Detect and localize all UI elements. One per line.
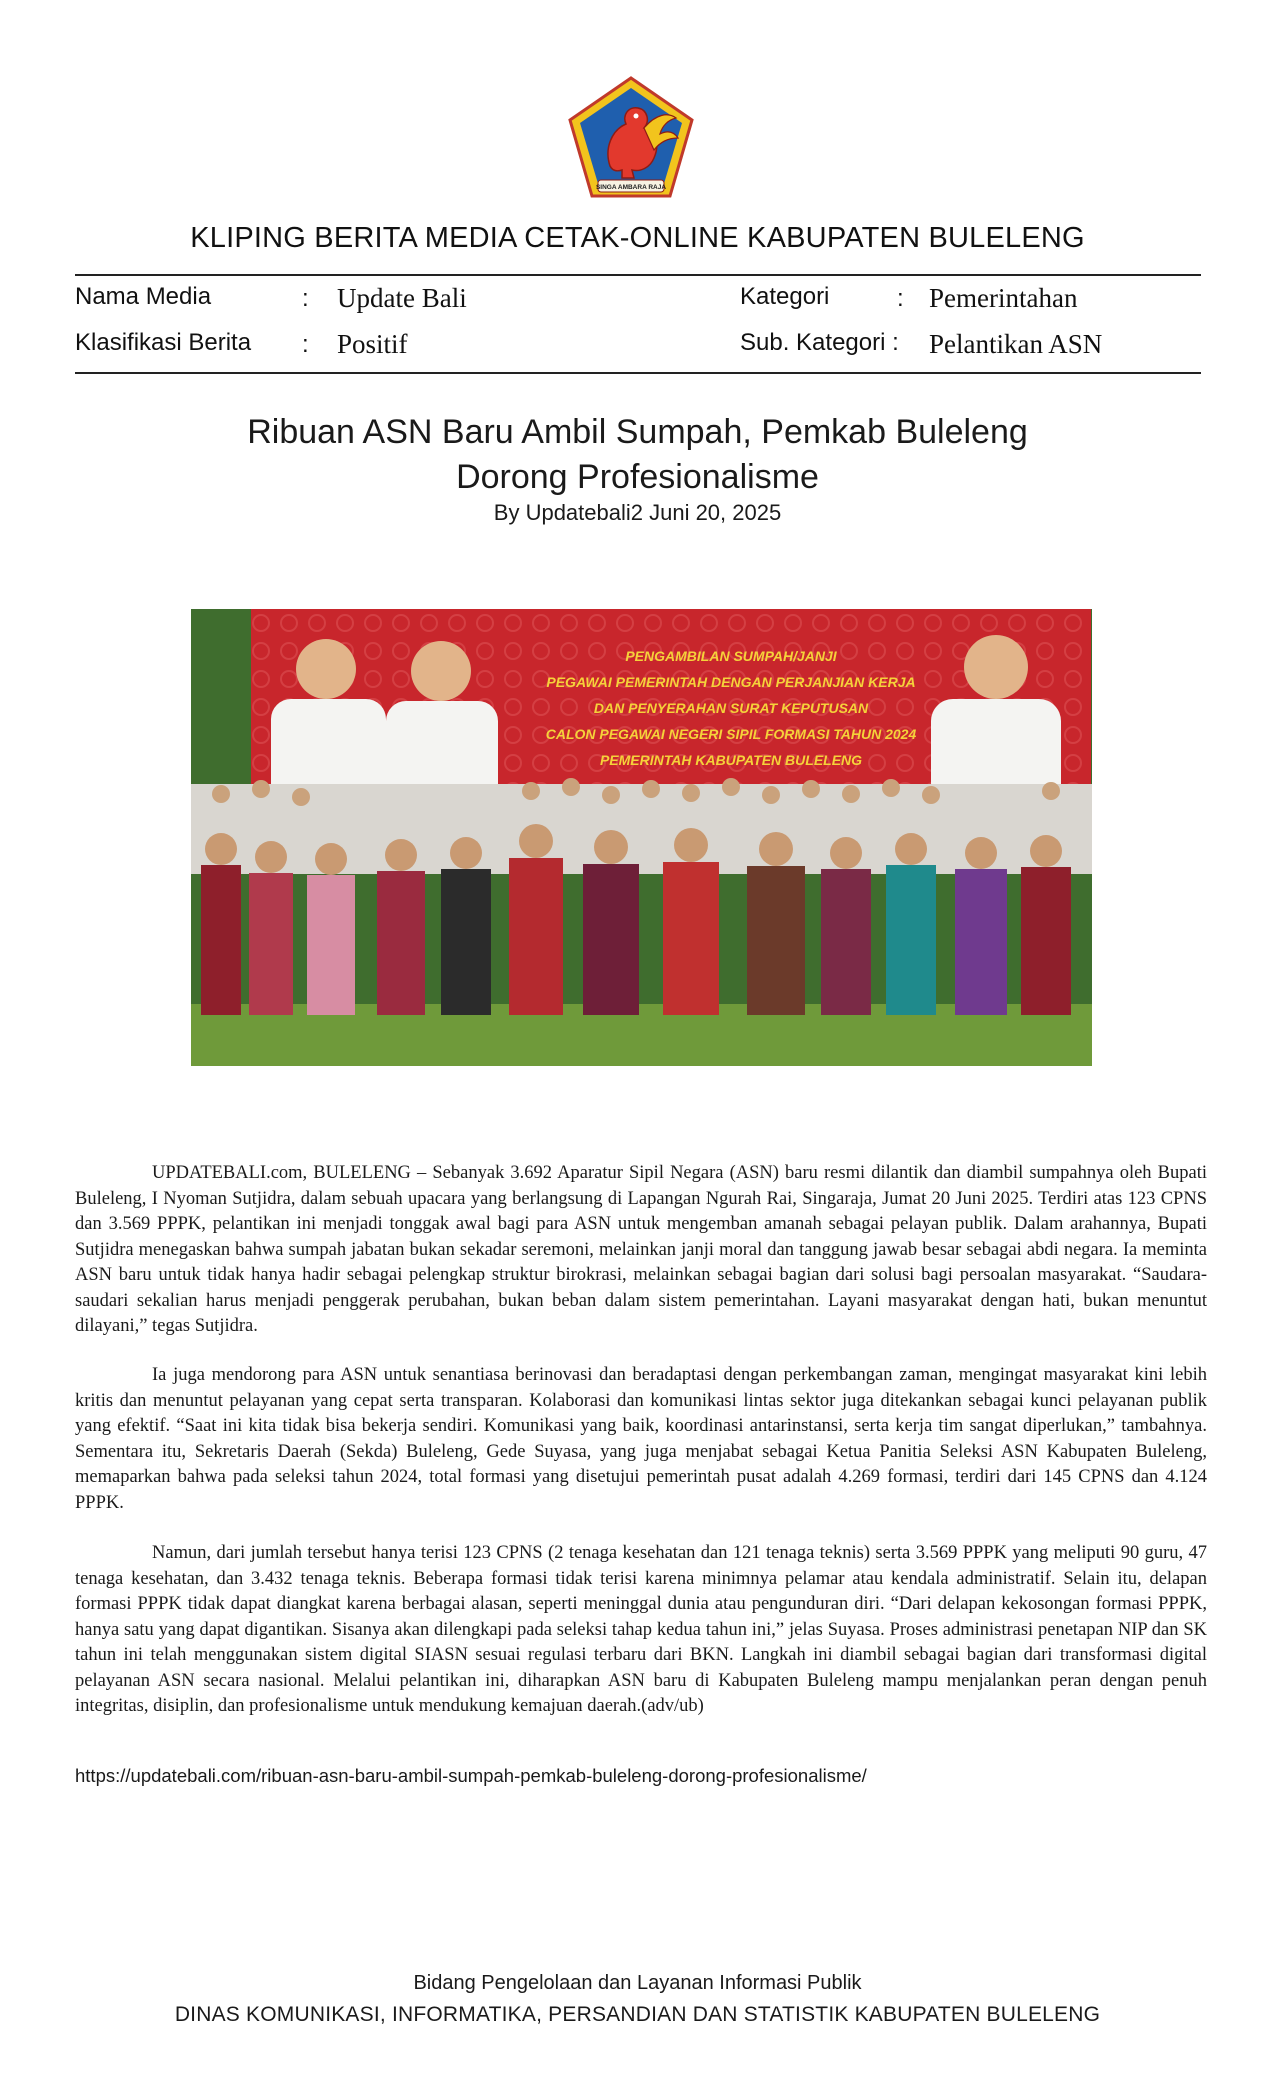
news-photo	[191, 609, 1092, 1066]
media-name-colon: :	[302, 285, 309, 312]
classification-colon: :	[302, 331, 309, 358]
media-name-value: Update Bali	[337, 283, 467, 313]
logo-motto: SINGA AMBARA RAJA	[595, 184, 667, 191]
subcategory-value: Pelantikan ASN	[929, 329, 1103, 359]
classification-label: Klasifikasi Berita	[75, 329, 252, 356]
banner-line-2: PEGAWAI PEMERINTAH DENGAN PERJANJIAN KERJA	[546, 674, 916, 690]
article-title-line-1: Ribuan ASN Baru Ambil Sumpah, Pemkab Buleleng	[247, 413, 1028, 451]
article-paragraph-1: UPDATEBALI.com, BULELENG – Sebanyak 3.692 Aparatur Sipil Negara (ASN) baru resmi dilantik dan diambil sumpahnya oleh Bupati Buleleng, I Nyoman Sutjidra, dalam sebuah upacara yang berlangsung di Lapangan Ngurah Rai, Singaraja, Jumat 20 Juni 2025. Terdiri atas 123 CPNS dan 3.569 PPPK, pelantikan ini menjadi tonggak awal bagi para ASN untuk mengemban amanah sebagai pelayan publik. Dalam arahannya, Bupati Sutjidra menegaskan bahwa sumpah jabatan bukan sekadar seremoni, melainkan janji moral dan tanggung jawab besar sebagai abdi negara. Ia meminta ASN baru untuk tidak hanya hadir sebagai pelengkap struktur birokrasi, melainkan sebagai bagian dari solusi bagi persoalan masyarakat. “Saudara-saudari sekalian harus menjadi penggerak perubahan, bukan beban dalam sistem pemerintahan. Layani masyarakat dengan hati, bukan menuntut dilayani,” tegas Sutjidra.	[75, 1163, 1207, 1336]
article-source-url[interactable]: https://updatebali.com/ribuan-asn-baru-ambil-sumpah-pemkab-buleleng-dorong-profesionalisme/	[75, 1765, 867, 1786]
article-byline: By Updatebali2 Juni 20, 2025	[493, 500, 782, 525]
banner-line-1: PENGAMBILAN SUMPAH/JANJI	[625, 648, 837, 664]
category-colon: :	[897, 285, 904, 312]
article-title-line-2: Dorong Profesionalisme	[456, 458, 819, 496]
footer-agency-name: DINAS KOMUNIKASI, INFORMATIKA, PERSANDIAN DAN STATISTIK KABUPATEN BULELENG	[174, 2003, 1101, 2026]
subcategory-label: Sub. Kategori :	[740, 329, 899, 356]
article-paragraph-3: Namun, dari jumlah tersebut hanya terisi 123 CPNS (2 tenaga kesehatan dan 121 tenaga teknis) serta 3.569 PPPK yang meliputi 90 guru, 47 tenaga kesehatan, dan 3.432 tenaga teknis. Beberapa formasi tidak terisi karena minimnya pelamar atau kendala administratif. Selain itu, delapan formasi PPPK tidak dapat diangkat karena berbagai alasan, seperti meninggal dunia atau pengunduran diri. “Dari delapan kekosongan formasi PPPK, hanya satu yang dapat digantikan. Sisanya akan dilengkapi pada seleksi tahap kedua tahun ini,” jelas Suyasa. Proses administrasi penetapan NIP dan SK tahun ini telah menggunakan sistem digital SIASN sesuai regulasi terbaru dari BKN. Langkah ini diambil sebagai bagian dari transformasi digital pelayanan ASN secara nasional. Melalui pelantikan ini, diharapkan ASN baru di Kabupaten Buleleng mampu menjalankan peran dengan penuh integritas, disiplin, dan profesionalisme untuk mendukung kemajuan daerah.(adv/ub)	[75, 1543, 1207, 1716]
header-divider-bottom	[75, 372, 1201, 374]
banner-line-5: PEMERINTAH KABUPATEN BULELENG	[599, 752, 863, 768]
footer-division-name: Bidang Pengelolaan dan Layanan Informasi Publik	[413, 1972, 862, 1994]
banner-line-4: CALON PEGAWAI NEGERI SIPIL FORMASI TAHUN 2024	[545, 726, 917, 742]
category-label: Kategori	[740, 283, 830, 310]
clipping-header-title: KLIPING BERITA MEDIA CETAK-ONLINE KABUPATEN BULELENG	[190, 222, 1085, 254]
article-paragraph-2: Ia juga mendorong para ASN untuk senantiasa berinovasi dan beradaptasi dengan perkembangan zaman, mengingat masyarakat kini lebih kritis dan menuntut pelayanan yang cepat serta transparan. Kolaborasi dan komunikasi lintas sektor juga ditekankan sebagai kunci pelayanan publik yang efektif. “Saat ini kita tidak bisa bekerja sendiri. Komunikasi yang baik, koordinasi antarinstansi, serta kerja tim sangat diperlukan,” tambahnya. Sementara itu, Sekretaris Daerah (Sekda) Buleleng, Gede Suyasa, yang juga menjabat sebagai Ketua Panitia Seleksi ASN Kabupaten Buleleng, memaparkan bahwa pada seleksi tahun 2024, total formasi yang disetujui pemerintah pusat adalah 4.269 formasi, terdiri dari 145 CPNS dan 4.124 PPPK.	[75, 1365, 1207, 1513]
classification-value: Positif	[337, 329, 408, 359]
article-title	[0, 410, 1275, 500]
media-name-label: Nama Media	[75, 283, 212, 310]
banner-line-3: DAN PENYERAHAN SURAT KEPUTUSAN	[593, 700, 869, 716]
header-divider-top	[75, 274, 1201, 276]
buleleng-emblem-logo	[564, 74, 698, 202]
category-value: Pemerintahan	[929, 283, 1078, 313]
